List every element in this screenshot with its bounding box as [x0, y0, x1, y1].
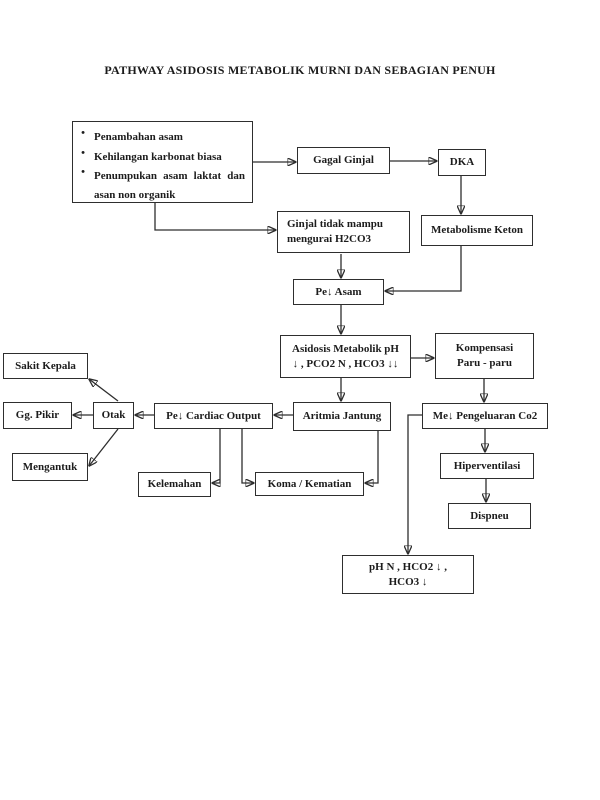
bullet-icon: [78, 167, 88, 204]
node-otak: [93, 402, 134, 429]
node-ginjal-tidak-mampu: [277, 211, 410, 253]
node-label-line: Ginjal tidak mampu: [287, 218, 383, 231]
node-pe-asam: [293, 279, 384, 305]
node-dispneu: [448, 503, 531, 529]
node-label-line: pH N , HCO2 ↓ ,: [369, 560, 447, 573]
arrow-me-pengeluaran-to-ph-box: [408, 415, 422, 554]
node-label: Koma / Kematian: [267, 477, 352, 490]
node-gg-pikir: [3, 402, 72, 429]
arrow-pe-cardiac-to-kelemahan: [212, 429, 220, 483]
node-label: Mengantuk: [22, 460, 78, 473]
node-label-line: mengurai H2CO3: [287, 233, 372, 245]
node-label: Pe↓ Cardiac Output: [166, 409, 261, 422]
node-label-line: Asidosis Metabolik pH: [292, 342, 399, 355]
node-label: Me↓ Pengeluaran Co2: [432, 409, 538, 422]
list-item-text: Penumpukan asam laktat dan asan non organik: [94, 170, 245, 202]
node-label: DKA: [449, 156, 475, 169]
node-koma-kematian: [255, 472, 364, 496]
list-item-text: Kehilangan karbonat biasa: [94, 150, 222, 163]
node-pe-cardiac-output: [154, 403, 273, 429]
arrow-causes-to-ginjal-tidak-mampu: [155, 203, 276, 230]
arrow-otak-to-mengantuk: [89, 429, 118, 466]
node-causes-list: [72, 121, 253, 203]
node-label: Gagal Ginjal: [313, 154, 374, 167]
node-label: Aritmia Jantung: [302, 410, 382, 423]
list-item-text: Penambahan asam: [94, 131, 183, 143]
node-ph-hco2-hco3: [342, 555, 474, 594]
node-me-pengeluaran-co2: [422, 403, 548, 429]
node-sakit-kepala: [3, 353, 88, 379]
node-label: Pe↓ Asam: [315, 285, 362, 298]
node-label: Kelemahan: [147, 478, 202, 491]
node-label-line: Paru - paru: [457, 357, 512, 369]
node-asidosis-metabolik: [280, 335, 411, 378]
list-item: [78, 167, 245, 204]
arrow-otak-to-sakit-kepala: [89, 379, 118, 401]
node-label: Hiperventilasi: [453, 459, 521, 472]
node-label: Gg. Pikir: [15, 409, 60, 422]
arrow-pe-cardiac-to-koma: [242, 429, 254, 483]
arrow-aritmia-to-koma: [365, 431, 378, 483]
node-label: Otak: [101, 409, 126, 422]
node-gagal-ginjal: [297, 147, 390, 174]
node-kelemahan: [138, 472, 211, 497]
node-label: Metabolisme Keton: [431, 224, 523, 237]
page-title: PATHWAY ASIDOSIS METABOLIK MURNI DAN SEBAGIAN PENUH: [104, 63, 496, 77]
node-mengantuk: [12, 453, 88, 481]
node-metabolisme-keton: [421, 215, 533, 246]
list-item: [78, 128, 245, 147]
bullet-icon: [78, 128, 88, 147]
node-label-line: HCO3 ↓: [388, 575, 428, 588]
list-item: [78, 148, 245, 167]
node-dka: [438, 149, 486, 176]
node-label: Sakit Kepala: [15, 359, 76, 372]
node-label: Dispneu: [470, 509, 509, 522]
node-hiperventilasi: [440, 453, 534, 479]
node-aritmia-jantung: [293, 402, 391, 431]
node-kompensasi-paru: [435, 333, 534, 379]
bullet-icon: [78, 148, 88, 167]
node-label-line: Kompensasi: [455, 342, 514, 355]
node-label-line: ↓ , PCO2 N , HCO3 ↓↓: [292, 357, 399, 370]
